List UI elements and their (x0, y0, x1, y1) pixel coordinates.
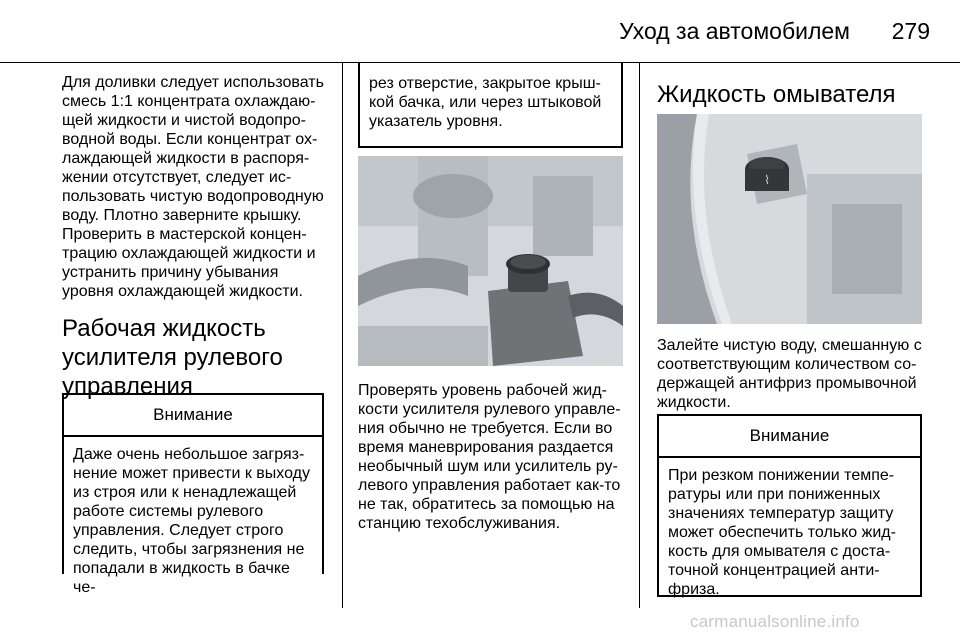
warning-box-steering (62, 393, 324, 596)
engine-bay-illustration (358, 156, 623, 366)
warning-title: Внимание (659, 416, 920, 458)
warning-title: Внимание (64, 395, 322, 437)
warning-text: При резком понижении темпе- ратуры или при пониженных значениях температур защиту может обеспечить только жид- кость для омывателя с доста- точной концентрацией анти- фриза. (668, 467, 896, 598)
watermark: carmanualsonline.info (690, 612, 860, 631)
column-divider (342, 62, 343, 608)
column-divider (639, 62, 640, 608)
warning-box-continued (358, 62, 623, 148)
warning-text: Даже очень небольшое загряз- нение может привести к выходу из строя или к ненадлежащей работе системы рулевого управления. Следует строго следить, чтобы загрязнения не попадали в жидкость в бачке че- (73, 446, 310, 596)
washer-bay-illustration (657, 114, 922, 324)
page-number: 279 (891, 18, 930, 44)
washer-reservoir-photo (657, 114, 922, 324)
section-heading-power-steering: Рабочая жидкость усилителя рулевого управления (62, 315, 283, 400)
washer-paragraph: Залейте чистую воду, смешанную с соответствующим количеством со- держащей антифриз промывочной жидкости. (657, 337, 922, 411)
section-heading-washer-fluid: Жидкость омывателя (657, 81, 896, 108)
svg-text:⌇: ⌇ (764, 173, 770, 187)
steering-reservoir-photo (358, 156, 623, 366)
coolant-paragraph: Для доливки следует использовать смесь 1:1 концентрата охлаждаю- щей жидкости и чистой водопро- водной воды. Если концентрат ох- лаждающей жидкости в распоря- жении отсутствует, следует ис- пользовать чистую водопроводную воду. Плотно заверните крышку. Проверить в мастерской концен- трацию охлаждающей жидкости и устранить причину убывания уровня охлаждающей жидкости. (62, 74, 324, 300)
warning-text-continued: рез отверстие, закрытое крыш- кой бачка, или через штыковой указатель уровня. (369, 75, 602, 130)
running-header-title: Уход за автомобилем (619, 18, 850, 44)
steering-fluid-paragraph: Проверять уровень рабочей жид- кости усилителя рулевого управле- ния обычно не требуется. Если во время маневрирования раздается необычный шум или усилитель ру- левого управления работает как-то не так, обратитесь за помощью на станцию техобслуживания. (358, 382, 621, 532)
warning-box-washer (657, 414, 922, 597)
